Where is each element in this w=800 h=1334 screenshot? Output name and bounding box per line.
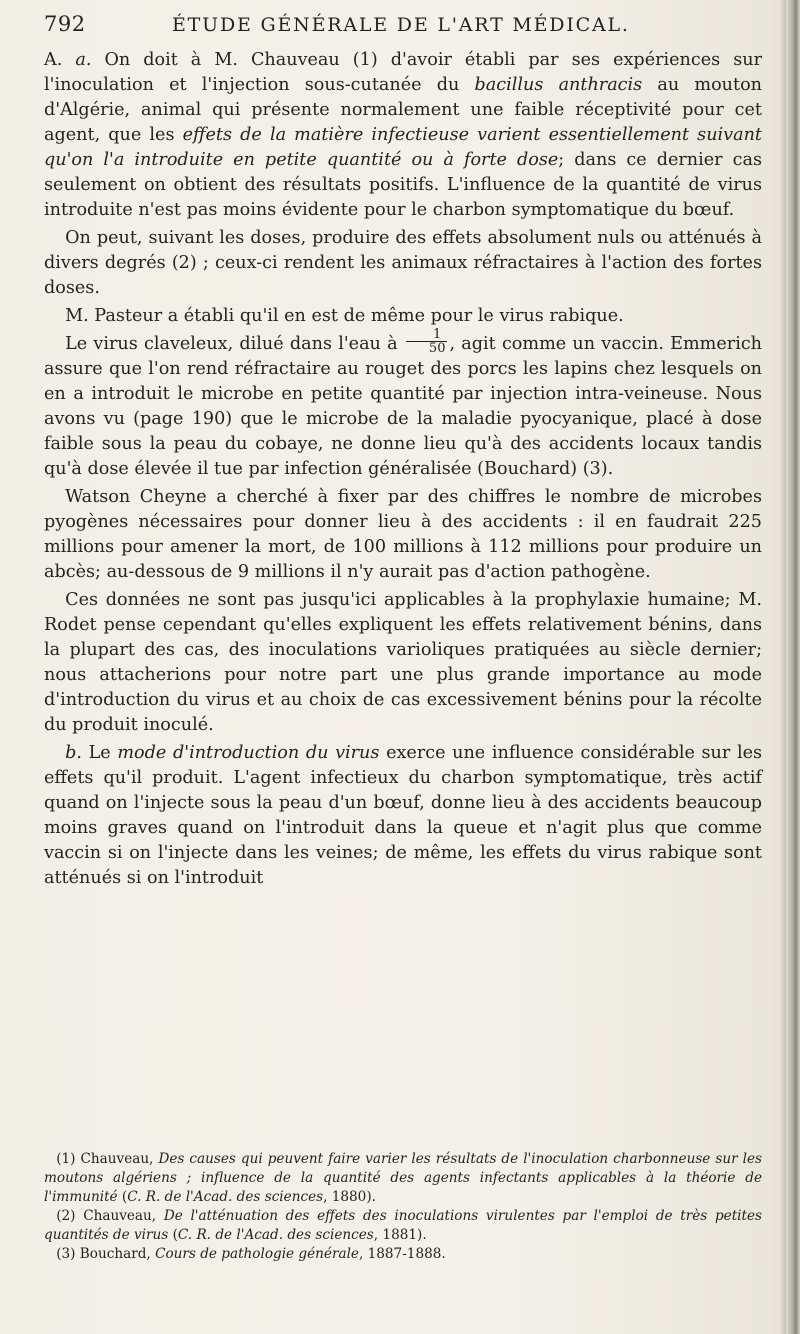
paragraph-b-mode: b. Le mode d'introduction du virus exerce une influence considérable sur les effets qu'il produit. L'agent infectieux du charbon symptomatique, très actif quand on l'injecte sous la peau d'un bœuf, donne lieu à des accidents beaucoup moins graves quand on l'introduit dans la queue et n'agit plus que comme vaccin si on l'injecte dans les veines; de même, les effets du virus rabique sont atténués si on l'introduit <box>44 743 763 888</box>
page-number: 792 <box>44 12 86 36</box>
page-header <box>44 10 774 40</box>
page-gutter <box>780 0 786 1334</box>
paragraph-watson-cheyne: Watson Cheyne a cherché à fixer par des chiffres le nombre de microbes pyogènes nécessaires pour donner lieu à des accidents : il en faudrait 225 millions pour amener la mort, de 100 millions à 112 millions pour produire un abcès; au-dessous de 9 millions il n'y aurait pas d'action pathogène. <box>44 487 762 582</box>
paragraph-doses: On peut, suivant les doses, produire des effets absolument nuls ou atténués à divers degrés (2) ; ceux-ci rendent les animaux réfractaires à l'action des fortes doses. <box>44 228 762 298</box>
footnote-1: (1) Chauveau, Des causes qui peuvent faire varier les résultats de l'inoculation charbonneuse sur les moutons algériens ; influence de la quantité des agents infectants applicables à la théorie de l'immunité (C. R. de l'Acad. des sciences, 1880). <box>44 1151 762 1205</box>
body-text <box>44 48 762 891</box>
page-edge-shadow <box>786 0 800 1334</box>
paragraph-a: A. a. On doit à M. Chauveau (1) d'avoir établi par ses expériences sur l'inoculation et l'injection sous-cutanée du bacillus anthracis au mouton d'Algérie, animal qui présente normalement une faible réceptivité pour cet agent, que les effets de la matière infectieuse varient essentiellement suivant qu'on l'a introduite en petite quantité ou à forte dose; dans ce dernier cas seulement on obtient des résultats positifs. L'influence de la quantité de virus introduite n'est pas moins évidente pour le charbon symptomatique du bœuf. <box>44 50 762 220</box>
paragraph-pasteur: M. Pasteur a établi qu'il en est de même pour le virus rabique. <box>65 306 624 326</box>
footnote-2: (2) Chauveau, De l'atténuation des effets des inoculations virulentes par l'emploi de très petites quantités de virus (C. R. de l'Acad. des sciences, 1881). <box>44 1208 762 1243</box>
footnotes <box>44 1150 762 1264</box>
paragraph-claveleux: Le virus claveleux, dilué dans l'eau à $\frac{1}{50}$ , agit comme un vaccin. Emmerich assure que l'on rend réfractaire au rouget des porcs les lapins chez lesquels on en a introduit le microbe en petite quantité par injection intra-veineuse. Nous avons vu (page 190) que le microbe de la maladie pyocyanique, placé à dose faible sous la peau du cobaye, ne donne lieu qu'à des accidents locaux tandis qu'à dose élevée il tue par infection généralisée (Bouchard) (3). <box>44 326 763 479</box>
paragraph-prophylaxie: Ces données ne sont pas jusqu'ici applicables à la prophylaxie humaine; M. Rodet pense cependant qu'elles expliquent les effets relativement bénins, dans la plupart des cas, des inoculations varioliques pratiquées au siècle dernier; nous attacherions pour notre part une plus grande importance au mode d'introduction du virus et au choix de cas excessivement bénins pour la récolte du produit inoculé. <box>44 590 762 735</box>
running-title: ÉTUDE GÉNÉRALE DE L'ART MÉDICAL. <box>172 14 630 36</box>
footnote-3: (3) Bouchard, Cours de pathologie générale, 1887-1888. <box>56 1246 446 1262</box>
fraction: $\frac{1}{50}$ <box>406 328 448 355</box>
